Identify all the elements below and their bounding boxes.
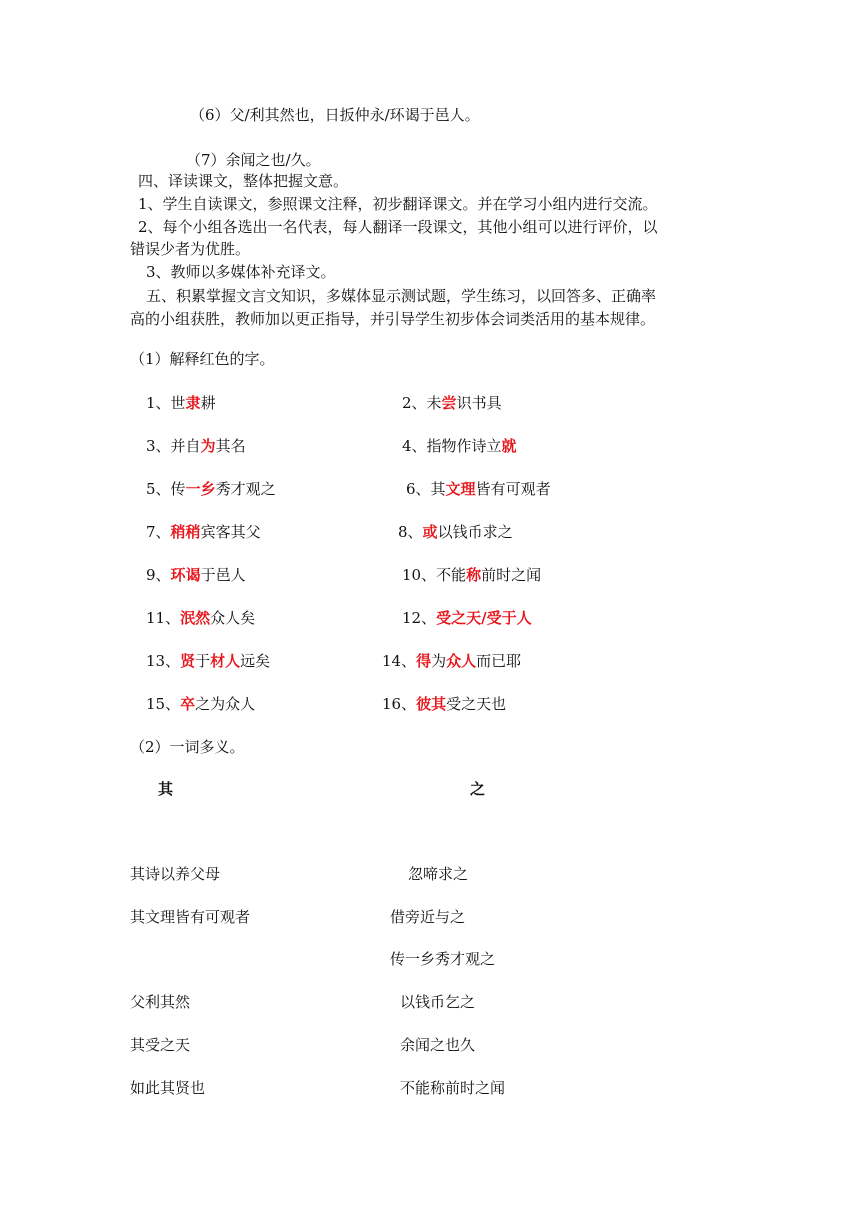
intro-line-7: （7）余闻之也/久。 [186, 151, 321, 169]
exercise-item: 15、卒之为众人 [146, 695, 256, 713]
exercise-item: 12、受之天/受于人 [402, 609, 532, 627]
exercise-item: 11、泯然众人矣 [146, 609, 256, 627]
exercise-item: 3、并自为其名 [146, 437, 246, 455]
zhi-example: 传一乡秀才观之 [390, 950, 496, 968]
part-2-title: （2）一词多义。 [130, 738, 245, 756]
exercise-item: 13、贤于材人远矣 [146, 652, 271, 670]
exercise-item: 6、其文理皆有可观者 [406, 480, 551, 498]
zhi-example: 不能称前时之闻 [400, 1079, 506, 1097]
section-5-heading-cont: 高的小组获胜，教师加以更正指导，并引导学生初步体会词类活用的基本规律。 [130, 310, 656, 328]
section-4-heading: 四、译读课文，整体把握文意。 [138, 172, 349, 190]
exercise-item: 1、世隶耕 [146, 394, 216, 412]
exercise-item: 2、未尝识书具 [402, 394, 502, 412]
exercise-item: 8、或以钱币求之 [398, 523, 513, 541]
step-1-text: 1、学生自读课文，参照课文注释，初步翻译课文。并在学习小组内进行交流。 [138, 195, 658, 213]
qi-example: 父利其然 [130, 993, 191, 1011]
column-head-qi: 其 [158, 780, 174, 798]
section-5-heading: 五、积累掌握文言文知识，多媒体显示测试题，学生练习，以回答多、正确率 [146, 287, 657, 305]
exercise-item: 10、不能称前时之闻 [402, 566, 542, 584]
qi-example: 如此其贤也 [130, 1079, 206, 1097]
exercise-item: 16、彼其受之天也 [382, 695, 507, 713]
zhi-example: 借旁近与之 [390, 908, 466, 926]
intro-line-6: （6）父/利其然也，日扳仲永/环谒于邑人。 [190, 106, 480, 124]
part-1-title: （1）解释红色的字。 [130, 350, 275, 368]
column-head-zhi: 之 [470, 780, 486, 798]
qi-example: 其诗以养父母 [130, 865, 221, 883]
exercise-item: 5、传一乡秀才观之 [146, 480, 276, 498]
qi-example: 其受之天 [130, 1036, 191, 1054]
exercise-item: 9、环谒于邑人 [146, 566, 246, 584]
qi-example: 其文理皆有可观者 [130, 908, 251, 926]
exercise-item: 7、稍稍宾客其父 [146, 523, 261, 541]
step-3-text: 3、教师以多媒体补充译文。 [146, 263, 336, 281]
step-2-text: 2、每个小组各选出一名代表，每人翻译一段课文，其他小组可以进行评价，以 [138, 218, 658, 236]
zhi-example: 以钱币乞之 [400, 993, 476, 1011]
zhi-example: 忽啼求之 [408, 865, 469, 883]
zhi-example: 余闻之也久 [400, 1036, 476, 1054]
step-2-text-cont: 错误少者为优胜。 [130, 240, 251, 258]
exercise-item: 4、指物作诗立就 [402, 437, 517, 455]
exercise-item: 14、得为众人而已耶 [382, 652, 522, 670]
